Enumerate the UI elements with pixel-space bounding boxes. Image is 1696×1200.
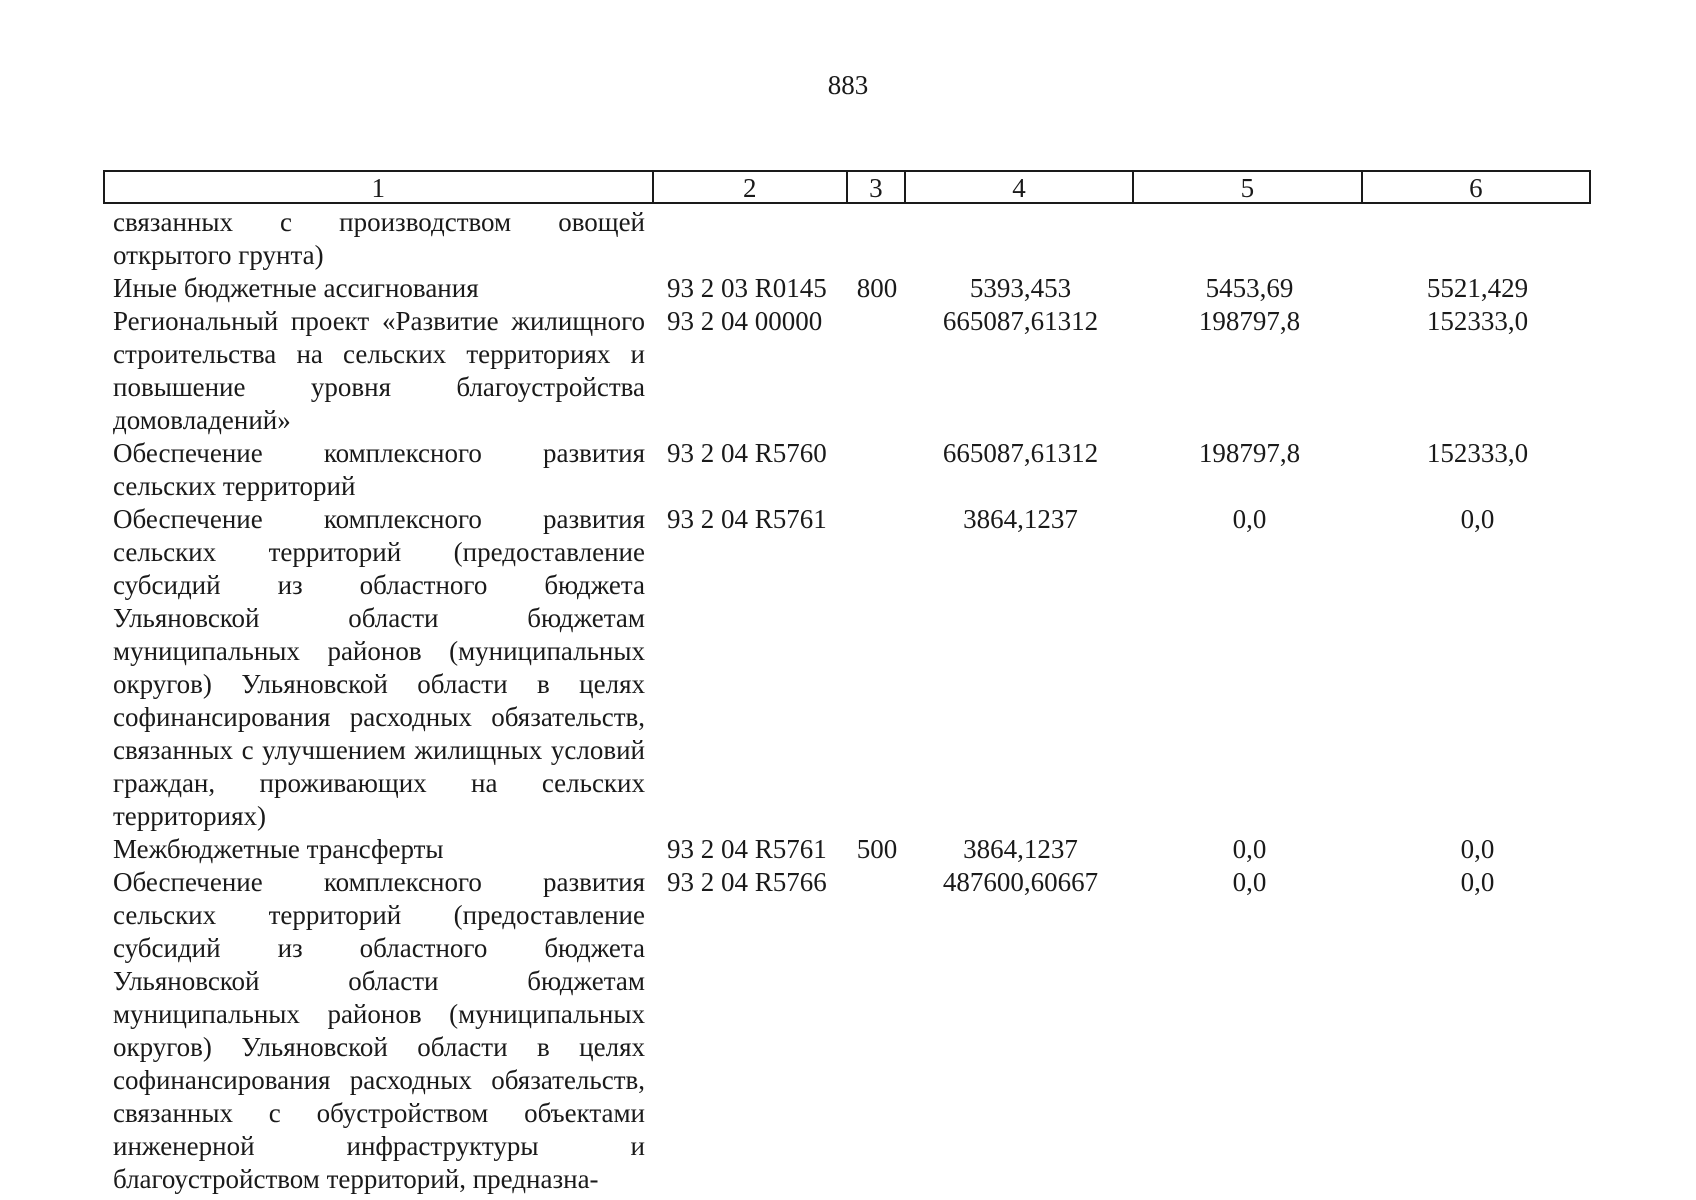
row-expense-type xyxy=(848,503,906,833)
row-amount-col5: 0,0 xyxy=(1232,834,1267,864)
row-expense-type xyxy=(848,437,906,503)
row-expense-type: 500 xyxy=(856,834,898,864)
column-header-4: 4 xyxy=(906,172,1134,202)
table-row xyxy=(103,833,1591,866)
table-row xyxy=(103,206,1591,272)
row-expense-type: 800 xyxy=(856,273,898,303)
row-description: Обеспечение комплексного развития сельских территорий (предоставление субсидий из областного бюджета Ульяновской области бюджетам муниципальных районов (муниципальных округов) Ульяновской области в целях софинансирования расходных обязательств, связанных с обустройством объектами инженерной инфраструктуры и благоустройством территорий, предназна- xyxy=(113,867,645,1194)
row-target-code: 93 2 04 R5766 xyxy=(667,867,827,897)
table-row xyxy=(103,272,1591,305)
row-amount-col5 xyxy=(1135,206,1364,272)
row-expense-type xyxy=(848,305,906,437)
row-amount-col5: 0,0 xyxy=(1232,504,1267,534)
row-amount-col4 xyxy=(906,206,1135,272)
row-amount-col4: 665087,61312 xyxy=(942,438,1099,468)
row-description: Иные бюджетные ассигнования xyxy=(113,273,479,303)
row-target-code xyxy=(653,206,848,272)
row-description: связанных с производством овощей открытого грунта) xyxy=(113,207,645,270)
column-header-3: 3 xyxy=(848,172,906,202)
row-amount-col4: 3864,1237 xyxy=(963,834,1078,864)
table-header-row xyxy=(103,170,1591,204)
row-target-code: 93 2 03 R0145 xyxy=(667,273,827,303)
row-amount-col6: 5521,429 xyxy=(1426,273,1529,303)
row-target-code: 93 2 04 R5761 xyxy=(667,834,827,864)
row-target-code: 93 2 04 00000 xyxy=(667,306,823,336)
row-amount-col4: 665087,61312 xyxy=(942,306,1099,336)
row-expense-type xyxy=(848,866,906,1196)
row-amount-col6: 152333,0 xyxy=(1426,438,1529,468)
row-description: Обеспечение комплексного развития сельских территорий xyxy=(113,438,645,501)
column-header-6: 6 xyxy=(1469,173,1483,203)
table-row xyxy=(103,437,1591,503)
row-amount-col5: 198797,8 xyxy=(1198,438,1301,468)
row-target-code: 93 2 04 R5761 xyxy=(667,504,827,534)
column-header-5: 5 xyxy=(1134,172,1362,202)
row-amount-col6: 0,0 xyxy=(1460,867,1495,897)
row-description: Межбюджетные трансферты xyxy=(113,834,444,864)
column-header-1: 1 xyxy=(105,172,654,202)
row-amount-col4: 487600,60667 xyxy=(942,867,1099,897)
row-amount-col6: 152333,0 xyxy=(1426,306,1529,336)
table-body xyxy=(103,204,1591,1196)
table-row xyxy=(103,866,1591,1196)
row-amount-col5: 5453,69 xyxy=(1205,273,1294,303)
row-amount-col6 xyxy=(1364,206,1591,272)
row-description: Региональный проект «Развитие жилищного строительства на сельских территориях и повышение уровня благоустройства домовладений» xyxy=(113,306,645,435)
table-row xyxy=(103,503,1591,833)
row-amount-col6: 0,0 xyxy=(1460,504,1495,534)
row-target-code: 93 2 04 R5760 xyxy=(667,438,827,468)
row-amount-col5: 0,0 xyxy=(1232,867,1267,897)
row-amount-col4: 5393,453 xyxy=(969,273,1072,303)
row-expense-type xyxy=(848,206,906,272)
page-number: 883 xyxy=(827,70,869,100)
budget-table xyxy=(103,170,1591,1196)
table-row xyxy=(103,305,1591,437)
row-amount-col4: 3864,1237 xyxy=(963,504,1078,534)
column-header-2: 2 xyxy=(654,172,848,202)
row-amount-col6: 0,0 xyxy=(1460,834,1495,864)
row-description: Обеспечение комплексного развития сельских территорий (предоставление субсидий из областного бюджета Ульяновской области бюджетам муниципальных районов (муниципальных округов) Ульяновской области в целях софинансирования расходных обязательств, связанных с улучшением жилищных условий граждан, проживающих на сельских территориях) xyxy=(113,504,645,831)
row-amount-col5: 198797,8 xyxy=(1198,306,1301,336)
